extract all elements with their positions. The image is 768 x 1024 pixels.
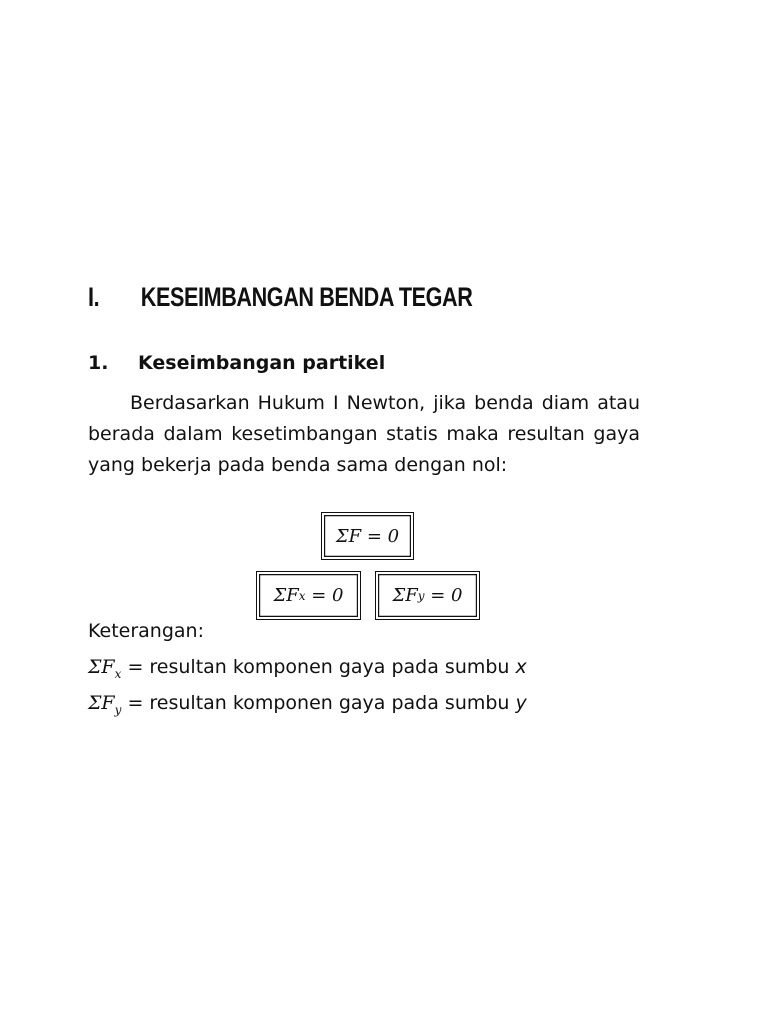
chapter-title: KESEIMBANGAN BENDA TEGAR xyxy=(140,282,473,312)
chapter-heading xyxy=(88,282,472,313)
legend-variable: y xyxy=(515,692,527,714)
legend-symbol: $\Sigma F_y$ xyxy=(88,692,122,717)
section-number: 1. xyxy=(88,352,109,374)
body-paragraph: Berdasarkan Hukum I Newton, jika benda diam atau berada dalam kesetimbangan statis maka resultan gaya yang bekerja pada benda sama dengan nol: xyxy=(88,392,640,476)
equation-rhs: = 0 xyxy=(366,525,400,547)
equation-rhs: = 0 xyxy=(430,585,463,606)
equation-rhs: = 0 xyxy=(311,585,344,606)
equation-lhs: ΣF xyxy=(273,585,299,606)
section-heading xyxy=(88,352,385,374)
chapter-number: I. xyxy=(88,282,100,312)
section-title: Keseimbangan partikel xyxy=(138,352,386,374)
legend-text: resultan komponen gaya pada sumbu xyxy=(149,692,516,714)
legend-item xyxy=(88,692,527,717)
equation-subscript: x xyxy=(298,588,306,603)
equation-box-force-y xyxy=(375,571,480,620)
legend-text: resultan komponen gaya pada sumbu xyxy=(149,656,516,678)
legend-equals: = xyxy=(121,656,150,678)
legend-variable: x xyxy=(515,656,527,678)
legend-symbol: $\Sigma F_x$ xyxy=(88,656,122,681)
legend-title: Keterangan: xyxy=(88,620,204,642)
equation-lhs: ΣF xyxy=(392,585,418,606)
equation-box-net-force xyxy=(321,512,414,560)
legend-item xyxy=(88,656,527,681)
equation-box-force-x xyxy=(256,571,361,620)
legend-equals: = xyxy=(121,692,150,714)
equation-subscript: y xyxy=(417,588,425,603)
equation-lhs: ΣF xyxy=(335,525,362,547)
